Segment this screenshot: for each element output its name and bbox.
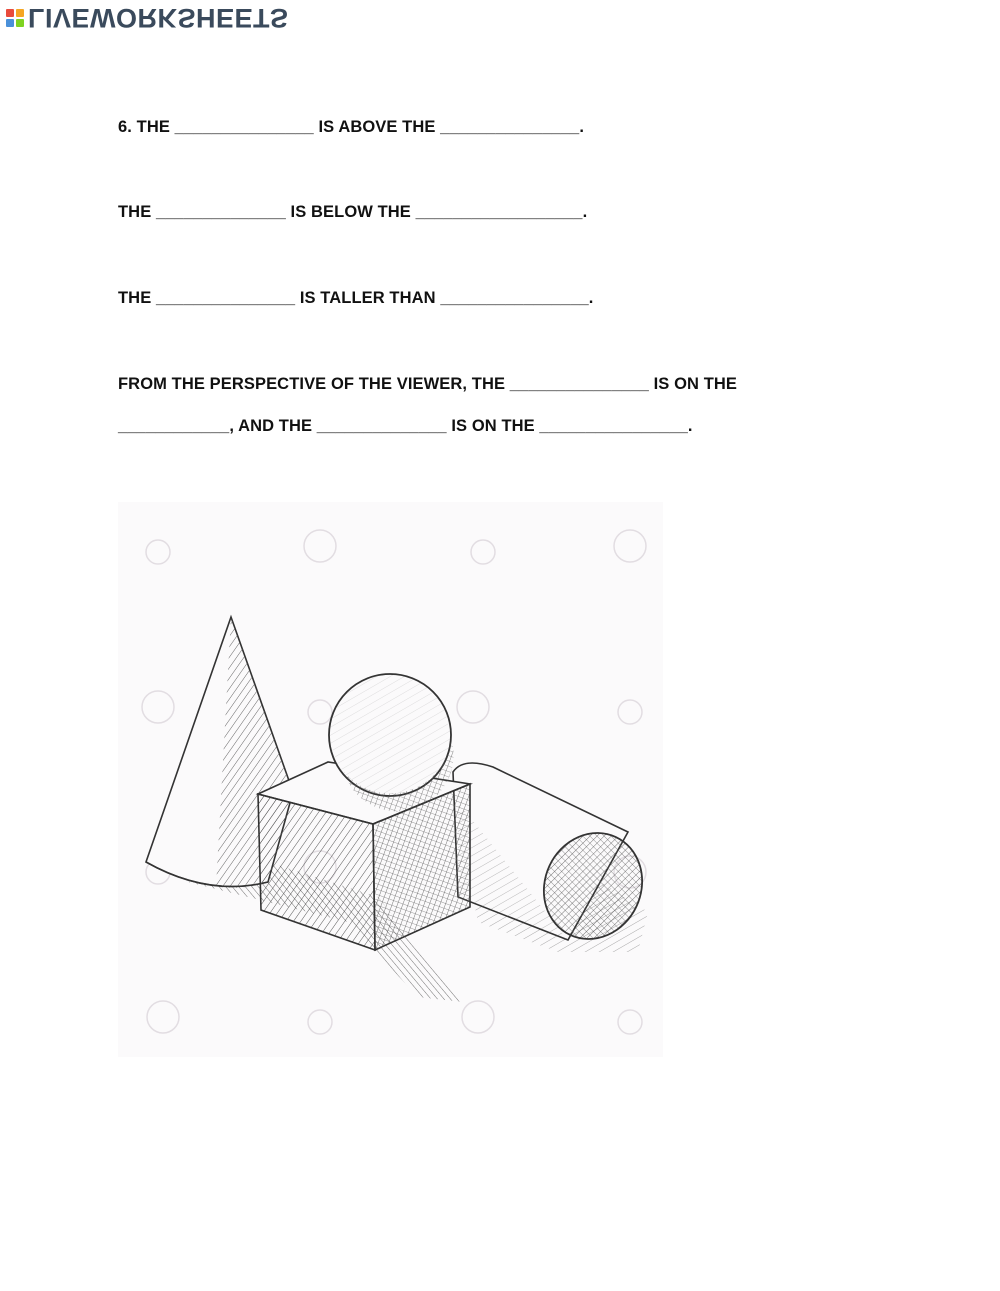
geometric-shapes-illustration — [118, 502, 663, 1057]
question-line-5: ____________, AND THE ______________ IS ON THE ________________. — [118, 417, 693, 435]
liveworksheets-logo — [6, 4, 289, 32]
question-line-2: THE ______________ IS BELOW THE __________________. — [118, 203, 588, 221]
question-line-4: FROM THE PERSPECTIVE OF THE VIEWER, THE _______________ IS ON THE — [118, 375, 738, 393]
question-line-1: 6. THE _______________ IS ABOVE THE _______________. — [118, 118, 584, 136]
logo-blocks-icon — [6, 9, 24, 27]
logo-text: LIVEWORKSHEETS — [28, 3, 289, 33]
question-line-3: THE _______________ IS TALLER THAN ________________. — [118, 289, 594, 307]
